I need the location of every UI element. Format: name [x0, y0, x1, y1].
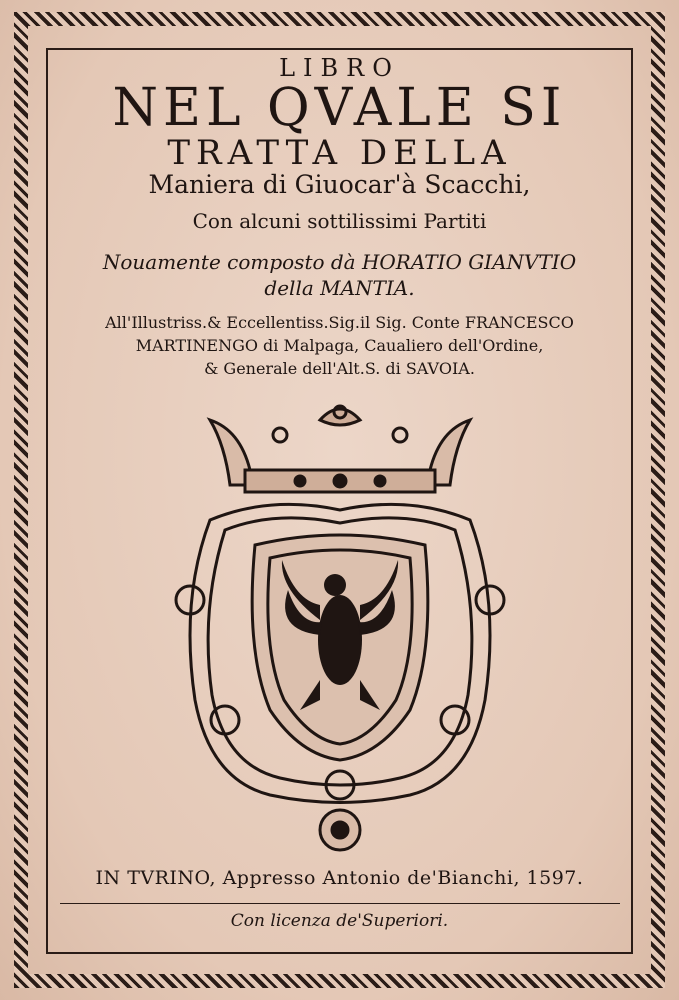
title-libro: LIBRO [279, 54, 400, 82]
dedication-line-1: All'Illustriss.& Eccellentiss.Sig.il Sig. Conte FRANCESCO [105, 313, 574, 332]
title-tratta: TRATTA DELLA [167, 133, 512, 173]
dedication-line-3: & Generale dell'Alt.S. di SAVOIA. [204, 359, 475, 378]
divider-rule [60, 903, 620, 904]
coat-of-arms-emblem [170, 400, 510, 860]
dedication-line-2: MARTINENGO di Malpaga, Caualiero dell'Ordine, [135, 336, 544, 355]
imprint-line: IN TVRINO, Appresso Antonio de'Bianchi, 1597. [95, 867, 584, 889]
author-place: della MANTIA. [264, 276, 415, 300]
license-line: Con licenza de'Superiori. [230, 911, 449, 931]
title-nel-quale: NEL QVALE SI [112, 78, 567, 138]
subtitle-maniera: Maniera di Giuocar'à Scacchi, [148, 170, 531, 199]
author-line: Nouamente composto dà HORATIO GIANVTIO [102, 250, 577, 274]
subtitle-partiti: Con alcuni sottilissimi Partiti [192, 209, 487, 233]
